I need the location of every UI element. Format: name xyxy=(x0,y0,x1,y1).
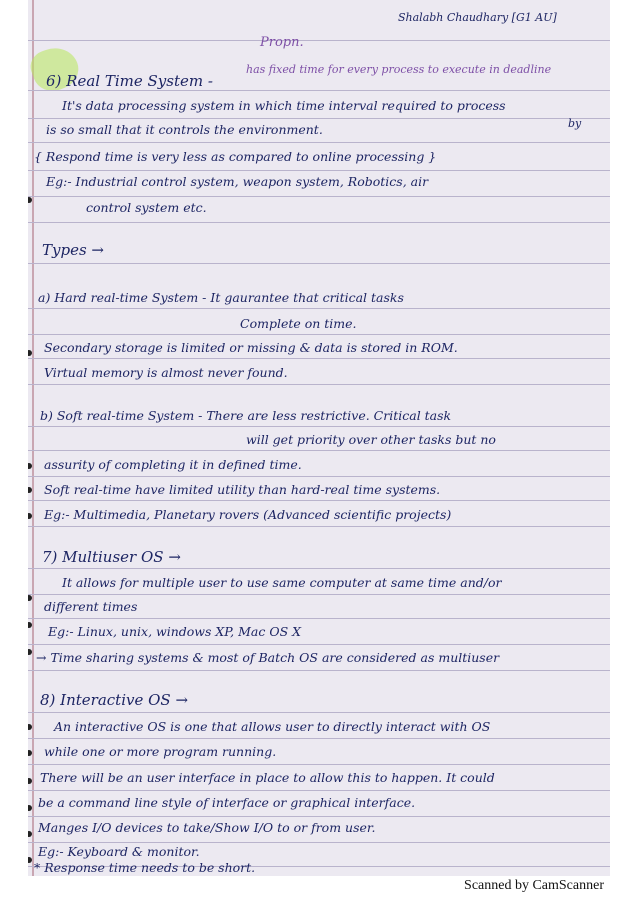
text-line: different times xyxy=(44,599,138,614)
section-heading-real-time: 6) Real Time System - xyxy=(46,72,213,90)
text-line: Manges I/O devices to take/Show I/O to or from user. xyxy=(38,820,376,835)
author-name: Shalabh Chaudhary [G1 AU] xyxy=(398,11,557,24)
subheading-hard-real-time: a) Hard real-time System - It gaurantee that critical tasks xyxy=(38,290,404,305)
types-heading: Types → xyxy=(42,241,104,259)
ruled-line xyxy=(28,790,610,791)
ruled-line xyxy=(28,644,610,645)
ruled-line xyxy=(28,142,610,143)
text-line: is so small that it controls the environment. xyxy=(46,122,323,137)
ruled-line xyxy=(28,170,610,171)
ruled-line xyxy=(28,764,610,765)
ruled-line xyxy=(28,384,610,385)
ruled-line xyxy=(28,263,610,264)
ruled-line xyxy=(28,308,610,309)
ruled-line xyxy=(28,426,610,427)
ruled-line xyxy=(28,196,610,197)
ruled-line xyxy=(28,334,610,335)
text-line: It's data processing system in which time interval required to process xyxy=(62,98,506,113)
ruled-line xyxy=(28,568,610,569)
ruled-line xyxy=(28,358,610,359)
text-line: by xyxy=(568,117,582,130)
notebook-page xyxy=(28,0,610,876)
annotation-fixed-time: has fixed time for every process to execute in deadline xyxy=(246,63,552,76)
ruled-line xyxy=(28,222,610,223)
annotation-propn: Propn. xyxy=(260,35,304,50)
text-line: * Response time needs to be short. xyxy=(34,860,256,875)
section-heading-interactive: 8) Interactive OS → xyxy=(40,691,189,709)
text-line: Secondary storage is limited or missing & data is stored in ROM. xyxy=(44,340,458,355)
ruled-line xyxy=(28,526,610,527)
ruled-line xyxy=(28,816,610,817)
text-line: Eg:- Keyboard & monitor. xyxy=(38,844,200,859)
ruled-line xyxy=(28,118,610,119)
ruled-line xyxy=(28,500,610,501)
text-line: Eg:- Linux, unix, windows XP, Mac OS X xyxy=(48,624,302,639)
text-line: Eg:- Multimedia, Planetary rovers (Advanced scientific projects) xyxy=(44,507,452,522)
text-line: while one or more program running. xyxy=(44,744,277,759)
ruled-line xyxy=(28,450,610,451)
text-line: be a command line style of interface or graphical interface. xyxy=(38,795,416,810)
ruled-line xyxy=(28,842,610,843)
ruled-line xyxy=(28,618,610,619)
ruled-line xyxy=(28,90,610,91)
ruled-line xyxy=(28,476,610,477)
page-margin-line xyxy=(32,0,34,876)
ruled-line xyxy=(28,40,610,41)
text-line: control system etc. xyxy=(86,200,207,215)
text-line: Eg:- Industrial control system, weapon system, Robotics, air xyxy=(46,174,429,189)
text-line: An interactive OS is one that allows user to directly interact with OS xyxy=(54,719,491,734)
ruled-line xyxy=(28,594,610,595)
ruled-line xyxy=(28,738,610,739)
text-line: It allows for multiple user to use same computer at same time and/or xyxy=(62,575,502,590)
section-heading-multiuser: 7) Multiuser OS → xyxy=(42,548,181,566)
text-line: will get priority over other tasks but no xyxy=(246,432,496,447)
subheading-soft-real-time: b) Soft real-time System - There are less restrictive. Critical task xyxy=(40,408,452,423)
camscanner-watermark: Scanned by CamScanner xyxy=(464,878,604,893)
text-line: Complete on time. xyxy=(240,316,357,331)
ruled-line xyxy=(28,670,610,671)
text-line: { Respond time is very less as compared to online processing } xyxy=(34,149,437,164)
text-line: → Time sharing systems & most of Batch OS are considered as multiuser xyxy=(36,650,500,665)
text-line: Soft real-time have limited utility than hard-real time systems. xyxy=(44,482,441,497)
text-line: There will be an user interface in place to allow this to happen. It could xyxy=(40,770,495,785)
ruled-line xyxy=(28,712,610,713)
text-line: Virtual memory is almost never found. xyxy=(44,365,288,380)
text-line: assurity of completing it in defined time. xyxy=(44,457,302,472)
